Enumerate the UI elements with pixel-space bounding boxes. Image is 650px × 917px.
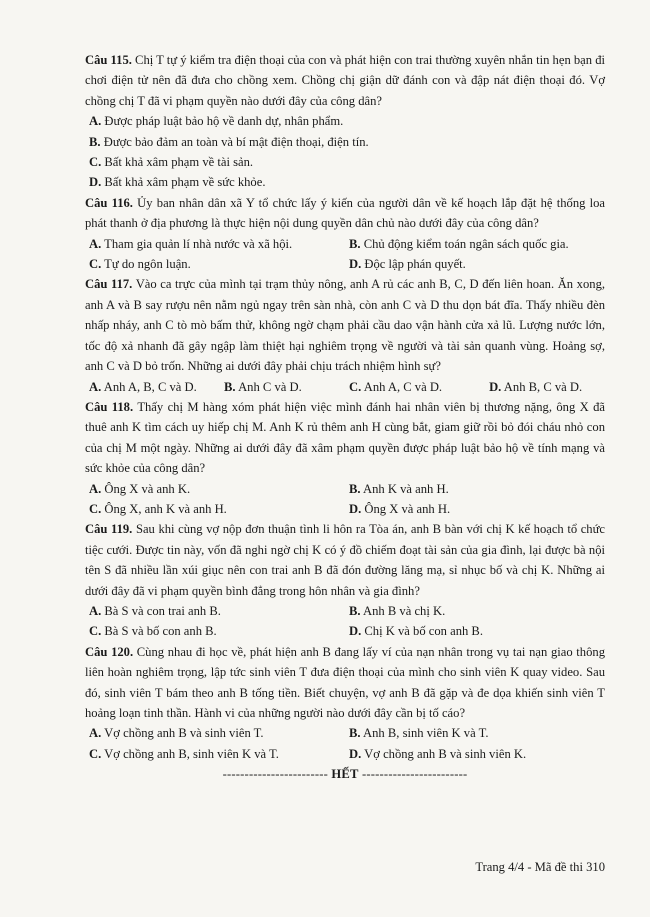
option-b: B. Anh K và anh H. — [349, 481, 449, 496]
option-a: A. Anh A, B, C và D. — [89, 379, 197, 394]
question-text: Cùng nhau đi học về, phát hiện anh B đang lấy ví của nạn nhân trong vụ tai nạn giao thông liên hoàn nghiêm trọng, lập tức sinh viên T đưa điện thoại của mình cho sinh viên K quay video. Sau đó, sinh viên T bám theo anh B tống tiền. Biết chuyện, vợ anh B đã gặp và đe dọa khiến sinh viên T hoảng loạn tinh thần. Hành vi của những người nào dưới đây cần bị tố cáo? — [85, 644, 605, 720]
question-number: Câu 115. — [85, 53, 132, 67]
option-c: C. Vợ chồng anh B, sinh viên K và T. — [89, 746, 279, 761]
question-text: Sau khi cùng vợ nộp đơn thuận tình li hôn ra Tòa án, anh B bàn với chị K kế hoạch tổ chức tiệc cưới. Được tin này, vốn đã nghi ngờ chị K có ý đồ chiếm đoạt tài sản của gia đình, lại được bà nội tên S đã nhiều lần xúi giục nên con trai anh B đã đón đường lăng mạ, sỉ nhục bố và chị K. Những ai dưới đây đã vi phạm quyền bình đẳng trong hôn nhân và gia đình? — [85, 522, 606, 598]
option-c: C. Bất khả xâm phạm về tài sản. — [89, 155, 254, 170]
question-number: Câu 116. — [85, 195, 133, 210]
option-b: B. Anh C và D. — [224, 379, 302, 394]
option-a: A. Bà S và con trai anh B. — [89, 603, 221, 618]
question-number: Câu 119. — [85, 522, 133, 537]
end-dashes-left: ------------------------ — [222, 767, 329, 782]
option-d: D. Ông X và anh H. — [349, 501, 451, 516]
options-row — [85, 479, 605, 499]
option-a: A. Tham gia quản lí nhà nước và xã hội. — [89, 236, 293, 251]
question-text: Chị T tự ý kiểm tra điện thoại của con và phát hiện con trai thường xuyên nhắn tin hẹn bạn đi chơi điện tử nên đã đưa cho chồng xem. Chồng chị giận dữ đánh con và đập nát điện thoại đó. Vợ chồng chị T đã vi phạm quyền nào dưới đây của công dân? — [85, 53, 606, 108]
option-c: C. Bà S và bố con anh B. — [89, 624, 217, 639]
option-a: A. Ông X và anh K. — [89, 481, 191, 496]
options-row — [85, 234, 605, 254]
question-text: Thấy chị M hàng xóm phát hiện việc mình đánh hai nhân viên bị thương nặng, ông X đã thuê anh K tìm cách uy hiếp chị M. Anh K rủ thêm anh H cùng bắt, giam giữ rồi bỏ đói cháu nhỏ con của chị M một ngày. Những ai dưới đây đã xâm phạm quyền được pháp luật bảo hộ về tính mạng và sức khỏe của công dân? — [85, 399, 606, 476]
question-text: Vào ca trực của mình tại trạm thủy nông, anh A rủ các anh B, C, D đến liên hoan. Ăn xong, anh A và B say rượu nên nằm ngủ ngay trên sàn nhà, còn anh C và D thu dọn bát đĩa. Thấy nhiều đèn nhấp nháy, anh C tò mò bấm thử, không ngờ chạm phải cầu dao vận hành cửa xả lũ. Lượng nước lớn, tốc độ xả nhanh đã gây ngập làm thiệt hại nghiêm trọng về người và tài sản quanh vùng. Hoảng sợ, anh C và D bỏ trốn. Những ai dưới đây phải chịu trách nhiệm hình sự? — [85, 277, 606, 374]
option-a: A. Được pháp luật bảo hộ về danh dự, nhân phẩm. — [89, 114, 344, 129]
option-d: D. Chị K và bố con anh B. — [349, 624, 483, 639]
question-115 — [85, 50, 605, 111]
option-d: D. Vợ chồng anh B và sinh viên K. — [349, 746, 527, 761]
option-a: A. Vợ chồng anh B và sinh viên T. — [89, 726, 264, 741]
options-row — [85, 254, 605, 274]
option-c: C. Ông X, anh K và anh H. — [89, 501, 227, 516]
option-c: C. Tự do ngôn luận. — [89, 257, 191, 272]
exam-content — [85, 50, 605, 785]
question-118 — [85, 397, 605, 479]
option-b: B. Anh B, sinh viên K và T. — [349, 726, 489, 741]
end-marker — [85, 764, 605, 784]
option-d: D. Bất khả xâm phạm về sức khỏe. — [89, 175, 266, 190]
option-c: C. Anh A, C và D. — [349, 379, 443, 394]
option-b: B. Được bảo đảm an toàn và bí mật điện thoại, điện tín. — [89, 134, 369, 149]
question-117 — [85, 274, 605, 376]
options-row — [85, 621, 605, 641]
options-row — [85, 601, 605, 621]
options-row — [85, 377, 605, 397]
end-word: HẾT — [331, 767, 359, 782]
options-row — [85, 723, 605, 743]
question-number: Câu 118. — [85, 399, 134, 414]
option-b: B. Chủ động kiểm toán ngân sách quốc gia. — [349, 236, 569, 251]
options-row — [85, 744, 605, 764]
options-row — [85, 499, 605, 519]
option-d: D. Anh B, C và D. — [489, 379, 583, 394]
question-number: Câu 120. — [85, 644, 134, 659]
question-119 — [85, 519, 605, 601]
option-b: B. Anh B và chị K. — [349, 603, 446, 618]
question-number: Câu 117. — [85, 277, 133, 292]
question-120 — [85, 642, 605, 724]
option-d: D. Độc lập phán quyết. — [349, 257, 466, 272]
page-footer: Trang 4/4 - Mã đề thi 310 — [475, 860, 605, 874]
question-116 — [85, 193, 605, 234]
end-dashes-right: ------------------------ — [361, 767, 468, 782]
question-text: Ủy ban nhân dân xã Y tổ chức lấy ý kiến của người dân về kế hoạch lắp đặt hệ thống loa phát thanh ở địa phương là thực hiện nội dung quyền dân chủ nào dưới đây của công dân? — [85, 195, 606, 231]
